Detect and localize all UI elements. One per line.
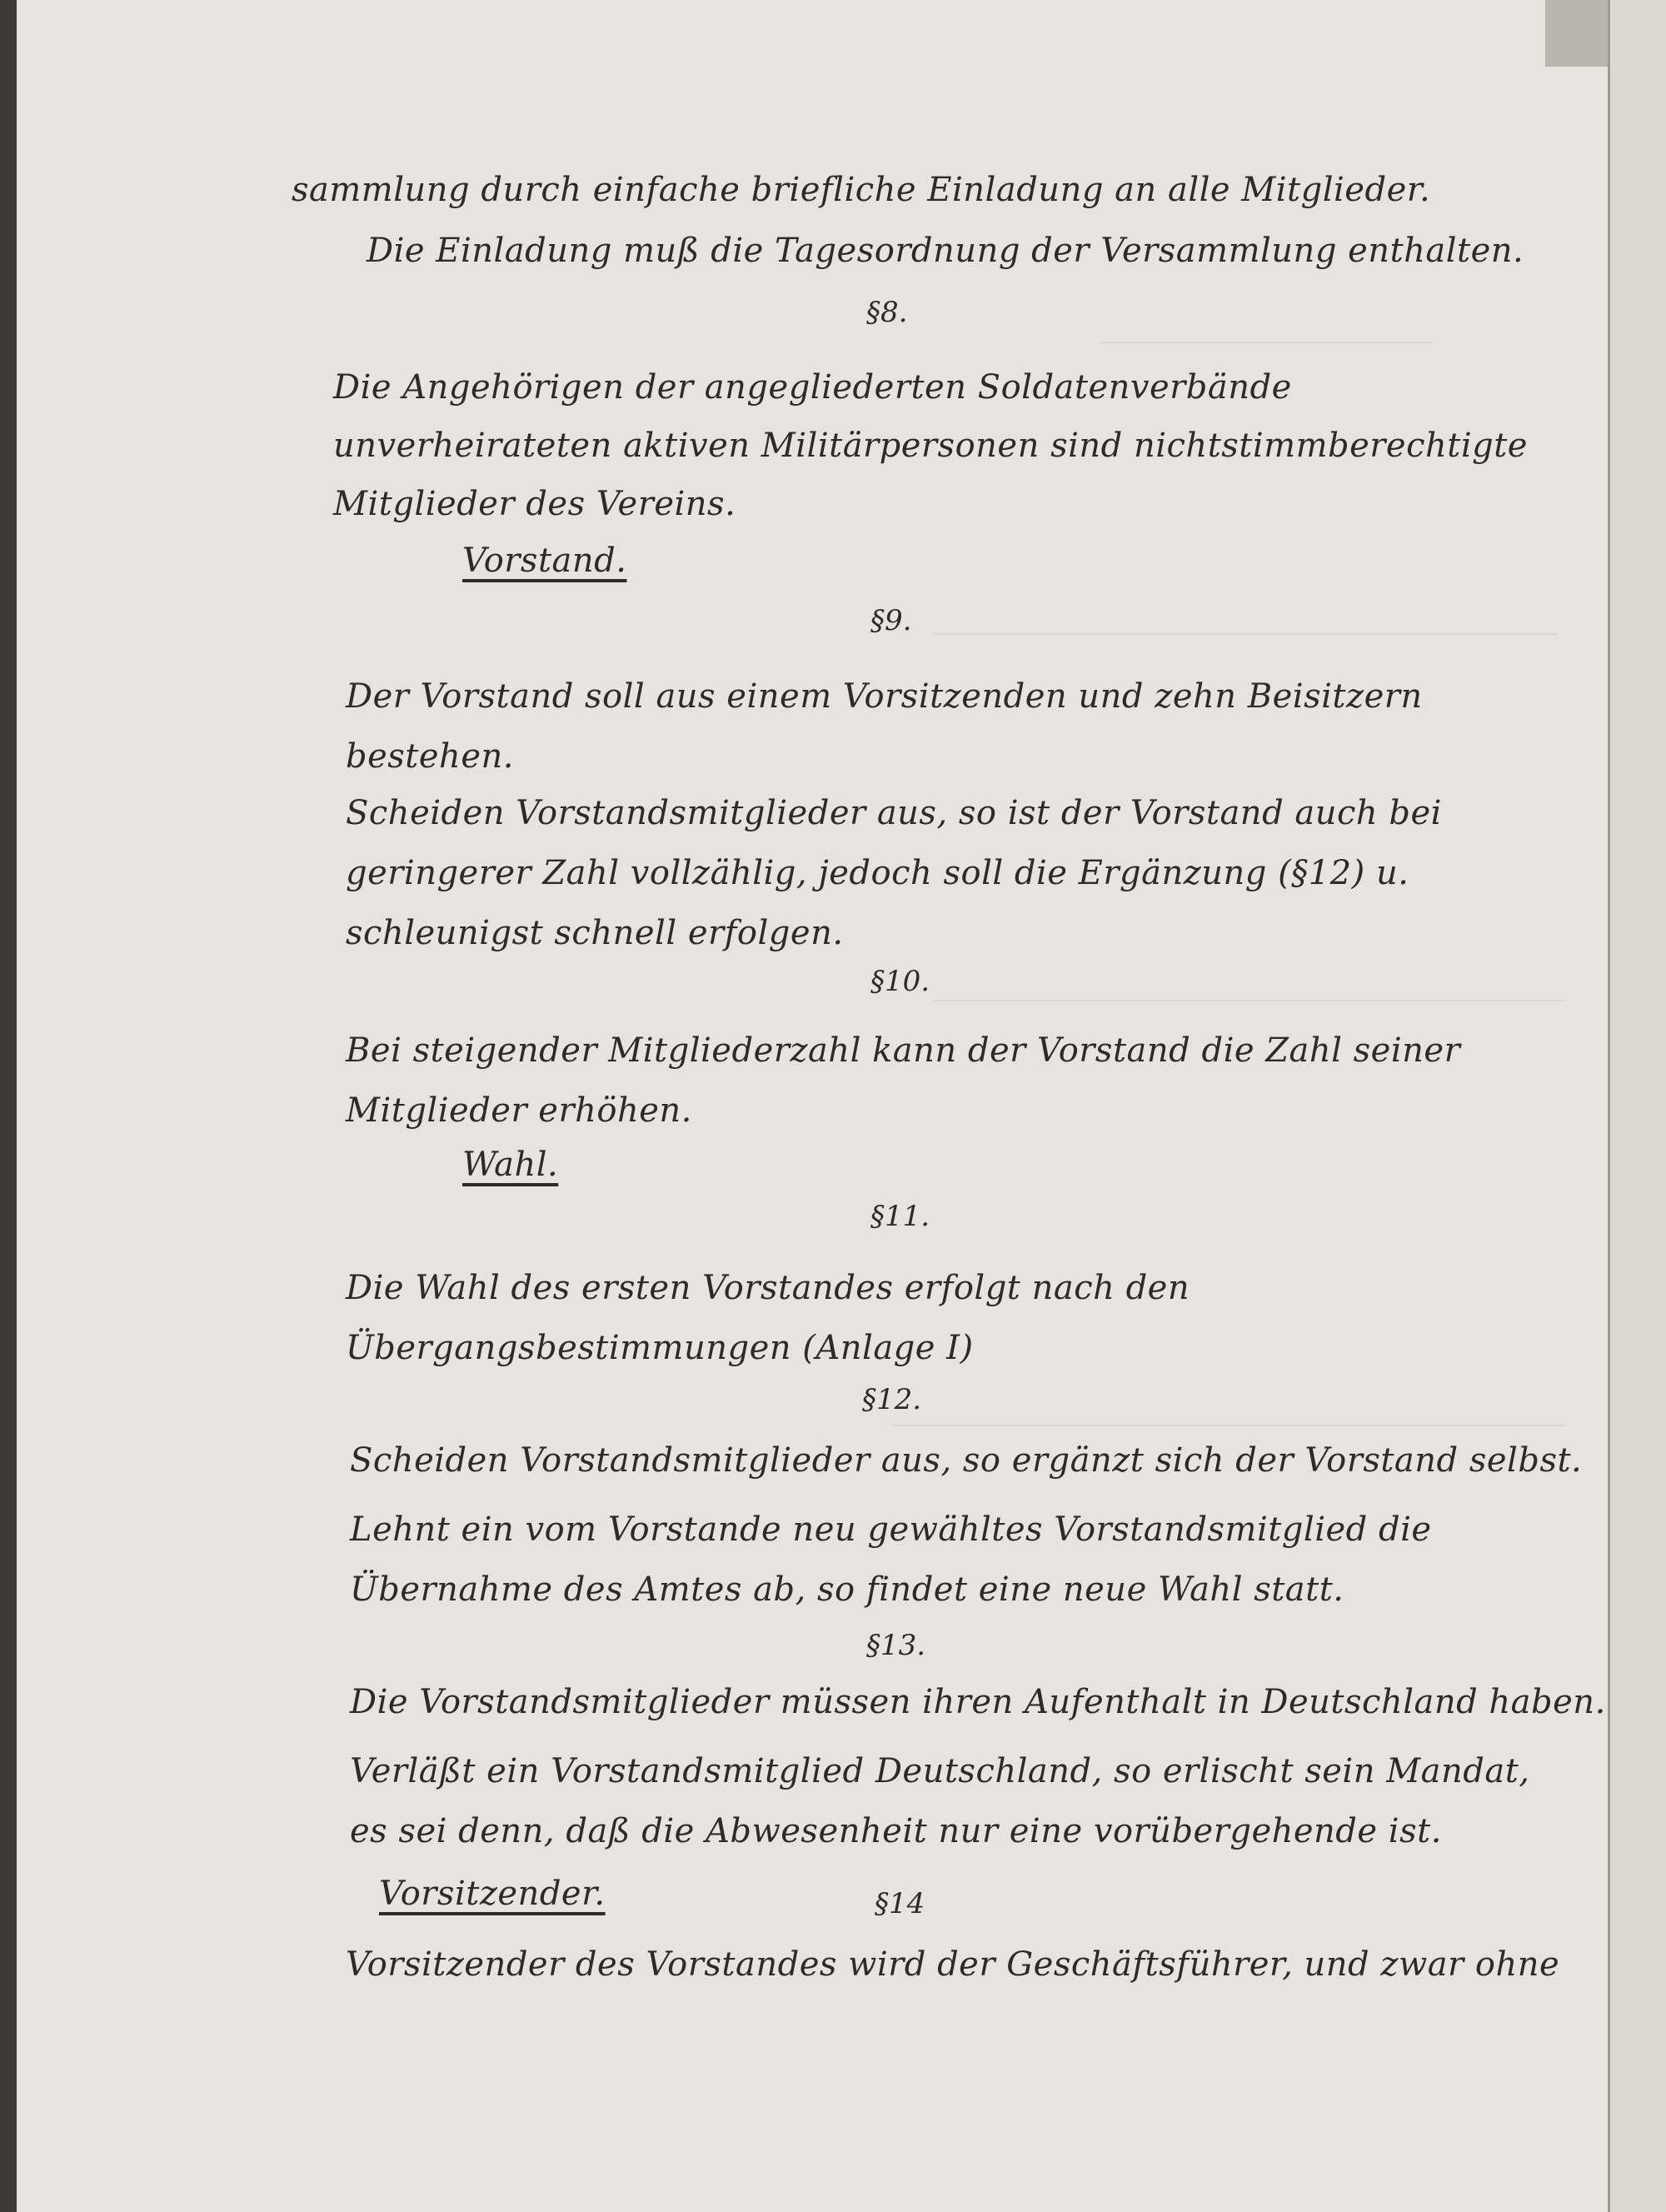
bleed-through-shadow: [933, 975, 1566, 1001]
paragraph-number: §9.: [870, 604, 912, 637]
bleed-through-shadow: [891, 1400, 1566, 1426]
text-line: Die Vorstandsmitglieder müssen ihren Aufenthalt in Deutschland haben.: [350, 1683, 1606, 1721]
bleed-through-shadow: [1100, 317, 1433, 343]
text-line: Die Angehörigen der angegliederten Soldatenverbände unverheirateten aktiven Militärpersonen sind nichtstimmberechtigte Mitglieder des Vereins.: [333, 368, 1528, 523]
paper-torn-corner: [1545, 0, 1608, 67]
text-line: Der Vorstand soll aus einem Vorsitzenden und zehn Beisitzern bestehen.: [346, 677, 1423, 776]
text-line: Verläßt ein Vorstandsmitglied Deutschland, so erlischt sein Mandat, es sei denn, daß die Abwesenheit nur eine vorübergehende ist.: [350, 1752, 1530, 1850]
paragraph-number: §8.: [866, 296, 908, 329]
text-line: sammlung durch einfache briefliche Einladung an alle Mitglieder.: [292, 171, 1431, 209]
section-heading-vorsitzender: Vorsitzender.: [379, 1875, 606, 1913]
text-line: Die Wahl des ersten Vorstandes erfolgt nach den Übergangsbestimmungen (Anlage I): [346, 1269, 1190, 1367]
text-line: Bei steigender Mitgliederzahl kann der Vorstand die Zahl seiner Mitglieder erhöhen.: [346, 1031, 1461, 1130]
paragraph-number: §10.: [870, 965, 930, 998]
paragraph-number: §14: [875, 1887, 925, 1920]
text-line: Die Einladung muß die Tagesordnung der Versammlung enthalten.: [367, 232, 1524, 270]
text-line: Scheiden Vorstandsmitglieder aus, so ist der Vorstand auch bei geringerer Zahl vollzählig, jedoch soll die Ergänzung (§12) u. schleunigst schnell erfolgen.: [346, 794, 1442, 952]
page-edge-strip: [1608, 0, 1666, 2212]
text-line: Scheiden Vorstandsmitglieder aus, so ergänzt sich der Vorstand selbst.: [350, 1441, 1583, 1480]
document-page: [17, 0, 1608, 2212]
bleed-through-shadow: [933, 608, 1558, 635]
text-line: Vorsitzender des Vorstandes wird der Geschäftsführer, und zwar ohne: [346, 1945, 1560, 1984]
section-heading-wahl: Wahl.: [462, 1146, 559, 1184]
paragraph-number: §12.: [862, 1383, 922, 1416]
paragraph-number: §11.: [870, 1200, 930, 1233]
section-heading-vorstand: Vorstand.: [462, 542, 627, 580]
text-line: Lehnt ein vom Vorstande neu gewähltes Vorstandsmitglied die Übernahme des Amtes ab, so findet eine neue Wahl statt.: [350, 1510, 1432, 1609]
paragraph-number: §13.: [866, 1629, 926, 1662]
